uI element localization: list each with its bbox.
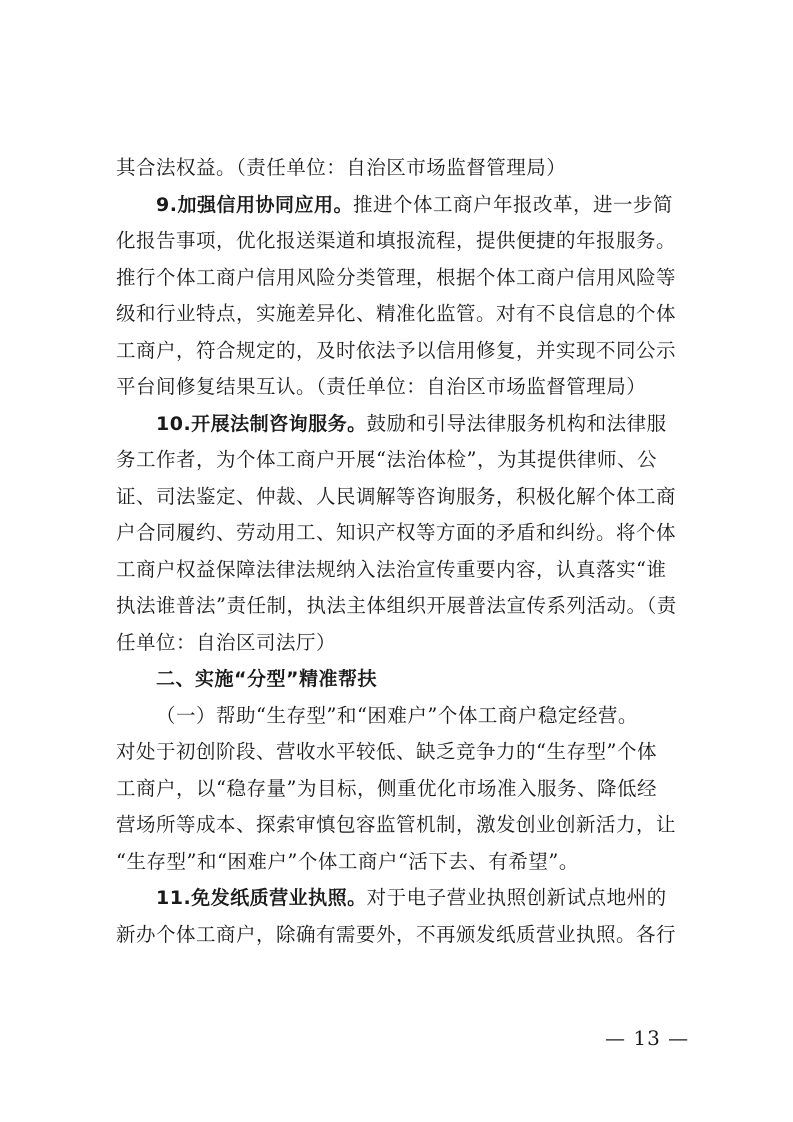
text-line: 证、司法鉴定、仲裁、人民调解等咨询服务，积极化解个体工商 [116,484,677,508]
text-line: 营场所等成本、探索审慎包容监管机制，激发创业创新活力，让 [116,813,677,836]
text-line: 新办个体工商户，除确有需要外，不再颁发纸质营业执照。各行 [116,922,677,946]
body-text [116,150,716,953]
text-line: （一）帮助“生存型”和“困难户”个体工商户稳定经营。 [156,703,638,727]
item-heading: 10.开展法制咨询服务。 [156,412,367,435]
section-heading: 二、实施“分型”精准帮扶 [156,668,377,690]
text-line: 级和行业特点，实施差异化、精准化监管。对有不良信息的个体 [116,302,677,325]
item-heading: 11.免发纸质营业执照。 [156,887,367,909]
text-line: 执法谁普法”责任制，执法主体组织开展普法宣传系列活动。（责 [116,594,677,617]
text-line: 任单位：自治区司法厅） [116,630,337,654]
text-line: 9.加强信用协同应用。推进个体工商户年报改革，进一步简 [156,192,673,216]
text-line: 务工作者，为个体工商户开展“法治体检”，为其提供律师、公 [116,448,657,471]
text-line: 户合同履约、劳动用工、知识产权等方面的矛盾和纠纷。将个体 [116,521,677,544]
text-line: 对处于初创阶段、营收水平较低、缺乏竞争力的“生存型”个体 [116,740,657,763]
text-line: 平台间修复结果互认。（责任单位：自治区市场监督管理局） [116,375,647,398]
text-line: 工商户权益保障法律法规纳入法治宣传重要内容，认真落实“谁 [116,557,667,581]
text-line: “生存型”和“困难户”个体工商户“活下去、有希望”。 [116,849,579,873]
text-line: 工商户，以“稳存量”为目标，侧重优化市场准入服务、降低经 [116,776,657,800]
text-line: 其合法权益。（责任单位：自治区市场监督管理局） [116,156,567,179]
page-number: — 13 — [605,1026,690,1050]
text-line: 推行个体工商户信用风险分类管理，根据个体工商户信用风险等 [116,265,677,289]
text-line: 11.免发纸质营业执照。对于电子营业执照创新试点地州的 [156,886,667,909]
item-heading: 9.加强信用协同应用。 [156,193,353,216]
text-line: 化报告事项，优化报送渠道和填报流程，提供便捷的年报服务。 [116,229,677,252]
text-line: 工商户，符合规定的，及时依法予以信用修复，并实现不同公示 [116,338,677,362]
text-line: 10.开展法制咨询服务。鼓励和引导法律服务机构和法律服 [156,411,667,435]
